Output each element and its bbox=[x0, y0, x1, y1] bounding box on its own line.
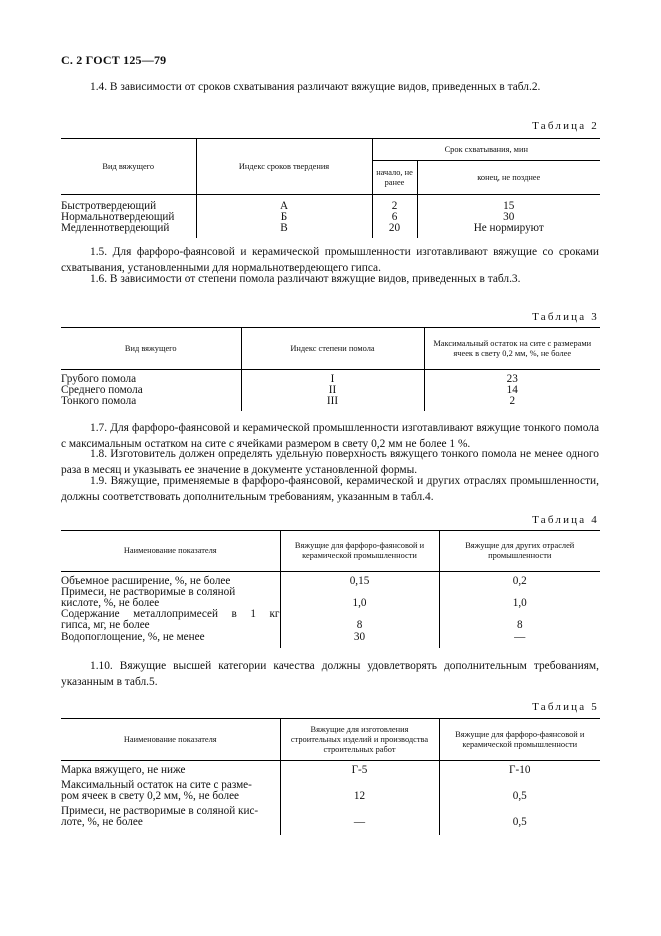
table-2-header-start: начало, не ранее bbox=[372, 161, 417, 195]
row-value-2: 0,2 bbox=[512, 574, 527, 587]
row-value-2: 8 bbox=[516, 619, 523, 632]
table-4 bbox=[61, 530, 600, 648]
row-index: В bbox=[196, 223, 372, 234]
row-index: II bbox=[241, 385, 424, 396]
table-4-header-col2: Вяжущие для других отраслей промышленности bbox=[439, 531, 600, 572]
row-value: 2 bbox=[509, 394, 516, 407]
table-row bbox=[61, 632, 600, 643]
table-row bbox=[61, 396, 600, 407]
row-name-line-1: Максимальный остаток на сите с разме- bbox=[61, 780, 280, 791]
paragraph-text: 1.9. Вяжущие, применяемые в фарфоро-фаянсовой, керамической и других отраслях промышленности, должны соответствовать дополнительным требованиям, указанным в табл.4. bbox=[61, 475, 599, 503]
table-row bbox=[61, 223, 600, 234]
page-header: С. 2 ГОСТ 125—79 bbox=[61, 53, 167, 67]
row-start: 6 bbox=[372, 212, 417, 223]
table-3 bbox=[61, 327, 600, 411]
table-5 bbox=[61, 718, 600, 835]
paragraph-1-4 bbox=[61, 80, 599, 96]
table-4-header-name: Наименование показателя bbox=[61, 531, 280, 572]
row-value-1: 12 bbox=[280, 780, 439, 802]
row-index: А bbox=[196, 201, 372, 212]
table-5-header-col1: Вяжущие для изготовления строительных изделий и производства строительных работ bbox=[280, 719, 439, 761]
row-value-1: Г-5 bbox=[280, 765, 439, 776]
row-index: I bbox=[241, 374, 424, 385]
row-name-line-1: Примеси, не растворимые в соляной bbox=[61, 587, 280, 598]
row-name: Быстротвердеющий bbox=[61, 201, 196, 212]
row-value: 23 bbox=[506, 372, 518, 385]
row-end: Не нормируют bbox=[473, 221, 544, 234]
paragraph-1-9 bbox=[61, 474, 599, 505]
row-name-line-2: лоте, %, не более bbox=[61, 817, 280, 828]
row-value-1: 0,15 bbox=[280, 576, 439, 587]
row-value-1: — bbox=[280, 806, 439, 828]
row-name: Медленнотвердеющий bbox=[61, 223, 196, 234]
table-3-header-type: Вид вяжущего bbox=[61, 328, 241, 370]
row-value: 14 bbox=[506, 383, 518, 396]
row-name-line-2: гипса, мг, не более bbox=[61, 620, 280, 631]
row-name-line-1: Содержание металлопримесей в 1 кг bbox=[61, 608, 280, 621]
row-name-line-2: кислоте, %, не более bbox=[61, 598, 280, 609]
table-row bbox=[61, 765, 600, 776]
table-5-header-col2: Вяжущие для фарфоро-фаянсовой и керамической промышленности bbox=[439, 719, 600, 761]
table-4-header-col1: Вяжущие для фарфоро-фаянсовой и керамической промышленности bbox=[280, 531, 439, 572]
paragraph-text: 1.5. Для фарфоро-фаянсовой и керамической промышленности изготавливают вяжущие со сроками схватывания, установленными для нормальнотвердеющего гипса. bbox=[61, 246, 599, 274]
table-2-header-end: конец, не позднее bbox=[417, 161, 600, 195]
paragraph-text: 1.4. В зависимости от сроков схватывания различают вяжущие видов, приведенных в табл.2. bbox=[90, 81, 541, 93]
paragraph-text: 1.10. Вяжущие высшей категории качества должны удовлетворять дополнительным требованиям, указанным в табл.5. bbox=[61, 660, 599, 688]
row-start: 2 bbox=[372, 201, 417, 212]
row-name: Водопоглощение, %, не менее bbox=[61, 632, 280, 643]
row-name-line-2: ром ячеек в свету 0,2 мм, %, не более bbox=[61, 791, 280, 802]
row-end: 15 bbox=[503, 199, 515, 212]
table-3-header-residue: Максимальный остаток на сите с размерами ячеек в свету 0,2 мм, %, не более bbox=[424, 328, 600, 370]
table-2-header-index: Индекс сроков твердения bbox=[196, 139, 372, 195]
row-value-2: 0,5 bbox=[512, 789, 527, 802]
row-name-line-1: Примеси, не растворимые в соляной кис- bbox=[61, 806, 280, 817]
paragraph-text: 1.8. Изготовитель должен определять удельную поверхность вяжущего тонкого помола не менее одного раза в месяц и указывать ее значение в документе установленной формы. bbox=[61, 448, 599, 476]
paragraph-1-6 bbox=[61, 272, 599, 288]
row-value-1: 1,0 bbox=[280, 587, 439, 609]
row-index: III bbox=[241, 396, 424, 407]
row-start: 20 bbox=[372, 223, 417, 234]
paragraph-text: 1.6. В зависимости от степени помола различают вяжущие видов, приведенных в табл.3. bbox=[90, 273, 521, 285]
paragraph-1-10 bbox=[61, 659, 599, 690]
table-3-header-index: Индекс степени помола bbox=[241, 328, 424, 370]
row-value-1: 30 bbox=[280, 632, 439, 643]
row-name: Объемное расширение, %, не более bbox=[61, 576, 280, 587]
table-2-caption: Таблица 2 bbox=[532, 120, 599, 132]
table-2-header-time: Срок схватывания, мин bbox=[372, 139, 600, 161]
row-name: Среднего помола bbox=[61, 385, 241, 396]
row-index: Б bbox=[196, 212, 372, 223]
paragraph-text: 1.7. Для фарфоро-фаянсовой и керамической промышленности изготавливают вяжущие тонкого помола с максимальным остатком на сите с ячейками размером в свету 0,2 мм не более 1 %. bbox=[61, 422, 599, 450]
row-name: Тонкого помола bbox=[61, 396, 241, 407]
row-value-2: 1,0 bbox=[512, 596, 527, 609]
table-3-caption: Таблица 3 bbox=[532, 311, 599, 323]
row-name: Грубого помола bbox=[61, 374, 241, 385]
row-value-1: 8 bbox=[280, 609, 439, 631]
row-value-2: 0,5 bbox=[512, 816, 527, 829]
row-name: Марка вяжущего, не ниже bbox=[61, 765, 280, 776]
table-4-caption: Таблица 4 bbox=[532, 514, 599, 526]
table-5-header-name: Наименование показателя bbox=[61, 719, 280, 761]
row-end: 30 bbox=[503, 210, 515, 223]
table-2 bbox=[61, 138, 600, 238]
row-value-2: — bbox=[514, 630, 526, 643]
table-5-caption: Таблица 5 bbox=[532, 701, 599, 713]
row-value-2: Г-10 bbox=[509, 763, 531, 776]
table-2-header-type: Вид вяжущего bbox=[61, 139, 196, 195]
row-name: Нормальнотвердеющий bbox=[61, 212, 196, 223]
